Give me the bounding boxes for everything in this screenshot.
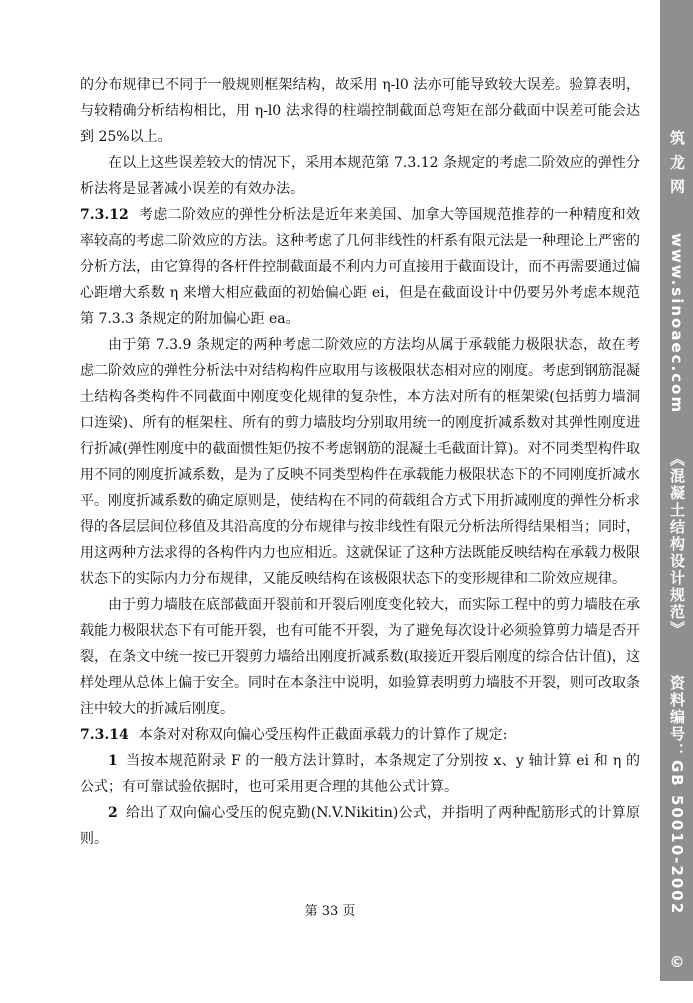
body-text xyxy=(80,72,640,852)
section-number-7-3-12: 7.3.12 xyxy=(80,207,129,223)
list-item-1-text: 当按本规范附录 F 的一般方法计算时，本条规定了分别按 x、y 轴计算 ei 和 η 的公式；有可靠试验依据时，也可采用更合理的其他公式计算。 xyxy=(80,753,640,795)
side-banner-text xyxy=(660,130,693,973)
site-url: www.sinoaec.com xyxy=(668,232,686,414)
clause-7-3-12-text: 考虑二阶效应的弹性分析法是近年来美国、加拿大等国规范推荐的一种精度和效率较高的考虑二阶效应的方法。这种考虑了几何非线性的杆系有限元法是一种理论上严密的分析方法，由它算得的各杆件控制截面最不利内力可直接用于截面设计，而不再需要通过偏心距增大系数 η 来增大相应截面的初始偏心距 ei，但是在截面设计中仍要另外考虑本规范第 7.3.3 条规定的附加偏心距 ea。 xyxy=(80,207,640,327)
section-number-7-3-14: 7.3.14 xyxy=(80,727,129,743)
clause-7-3-14 xyxy=(80,722,640,748)
side-banner xyxy=(660,0,693,981)
document-code: 资料编号：GB 50010-2002 xyxy=(668,675,686,916)
paragraph-stiffness-reduction: 由于第 7.3.9 条规定的两种考虑二阶效应的方法均从属于承载能力极限状态，故在考虑二阶效应的弹性分析法中对结构构件应取用与该极限状态相对应的刚度。考虑到钢筋混凝土结构各类构件不同截面中刚度变化规律的复杂性，本方法对所有的框架梁(包括剪力墙洞口连梁)、所有的框架柱、所有的剪力墙肢均分别取用统一的刚度折减系数对其弹性刚度进行折减(弹性刚度中的截面惯性矩仍按不考虑钢筋的混凝土毛截面计算)。对不同类型构件取用不同的刚度折减系数，是为了反映不同类型构件在承载能力极限状态下的不同刚度折减水平。刚度折减系数的确定原则是，使结构在不同的荷载组合方式下用折减刚度的弹性分析求得的各层层间位移值及其沿高度的分布规律与按非线性有限元分析法所得结果相当；同时，用这两种方法求得的各构件内力也应相近。这就保证了这种方法既能反映结构在承载力极限状态下的实际内力分布规律，又能反映结构在该极限状态下的变形规律和二阶效应规律。 xyxy=(80,337,640,587)
paragraph-1: 的分布规律已不同于一般规则框架结构，故采用 η-l0 法亦可能导致较大误差。验算表明，与较精确分析结构相比，用 η-l0 法求得的柱端控制截面总弯矩在部分截面中误差可能会达到 25%以上。 xyxy=(80,77,640,145)
book-title: 《混凝土结构设计规范》 xyxy=(668,451,686,638)
list-item-2 xyxy=(80,800,640,852)
list-item-2-text: 给出了双向偏心受压的倪克勤(N.V.Nikitin)公式，并指明了两种配筋形式的计算原则。 xyxy=(80,805,640,847)
clause-7-3-12 xyxy=(80,202,640,332)
paragraph-shear-wall: 由于剪力墙肢在底部截面开裂前和开裂后刚度变化较大，而实际工程中的剪力墙肢在承载能力极限状态下有可能开裂，也有可能不开裂，为了避免每次设计必须验算剪力墙是否开裂，在条文中统一按已开裂剪力墙给出刚度折减系数(取接近开裂后刚度的综合估计值)，这样处理从总体上偏于安全。同时在本条注中说明，如验算表明剪力墙肢不开裂，则可改取条注中较大的折减后刚度。 xyxy=(80,597,640,717)
clause-7-3-14-text: 本条对对称双向偏心受压构件正截面承载力的计算作了规定: xyxy=(138,727,508,743)
list-item-2-number: 2 xyxy=(108,805,118,821)
site-name: 筑 龙 网 xyxy=(668,130,686,196)
list-item-1 xyxy=(80,748,640,800)
page-number: 第 33 页 xyxy=(304,904,356,919)
list-item-1-number: 1 xyxy=(108,753,118,769)
paragraph-2: 在以上这些误差较大的情况下，采用本规范第 7.3.12 条规定的考虑二阶效应的弹性分析法将是显著减小误差的有效办法。 xyxy=(80,155,640,197)
copyright-mark: © xyxy=(668,952,686,973)
